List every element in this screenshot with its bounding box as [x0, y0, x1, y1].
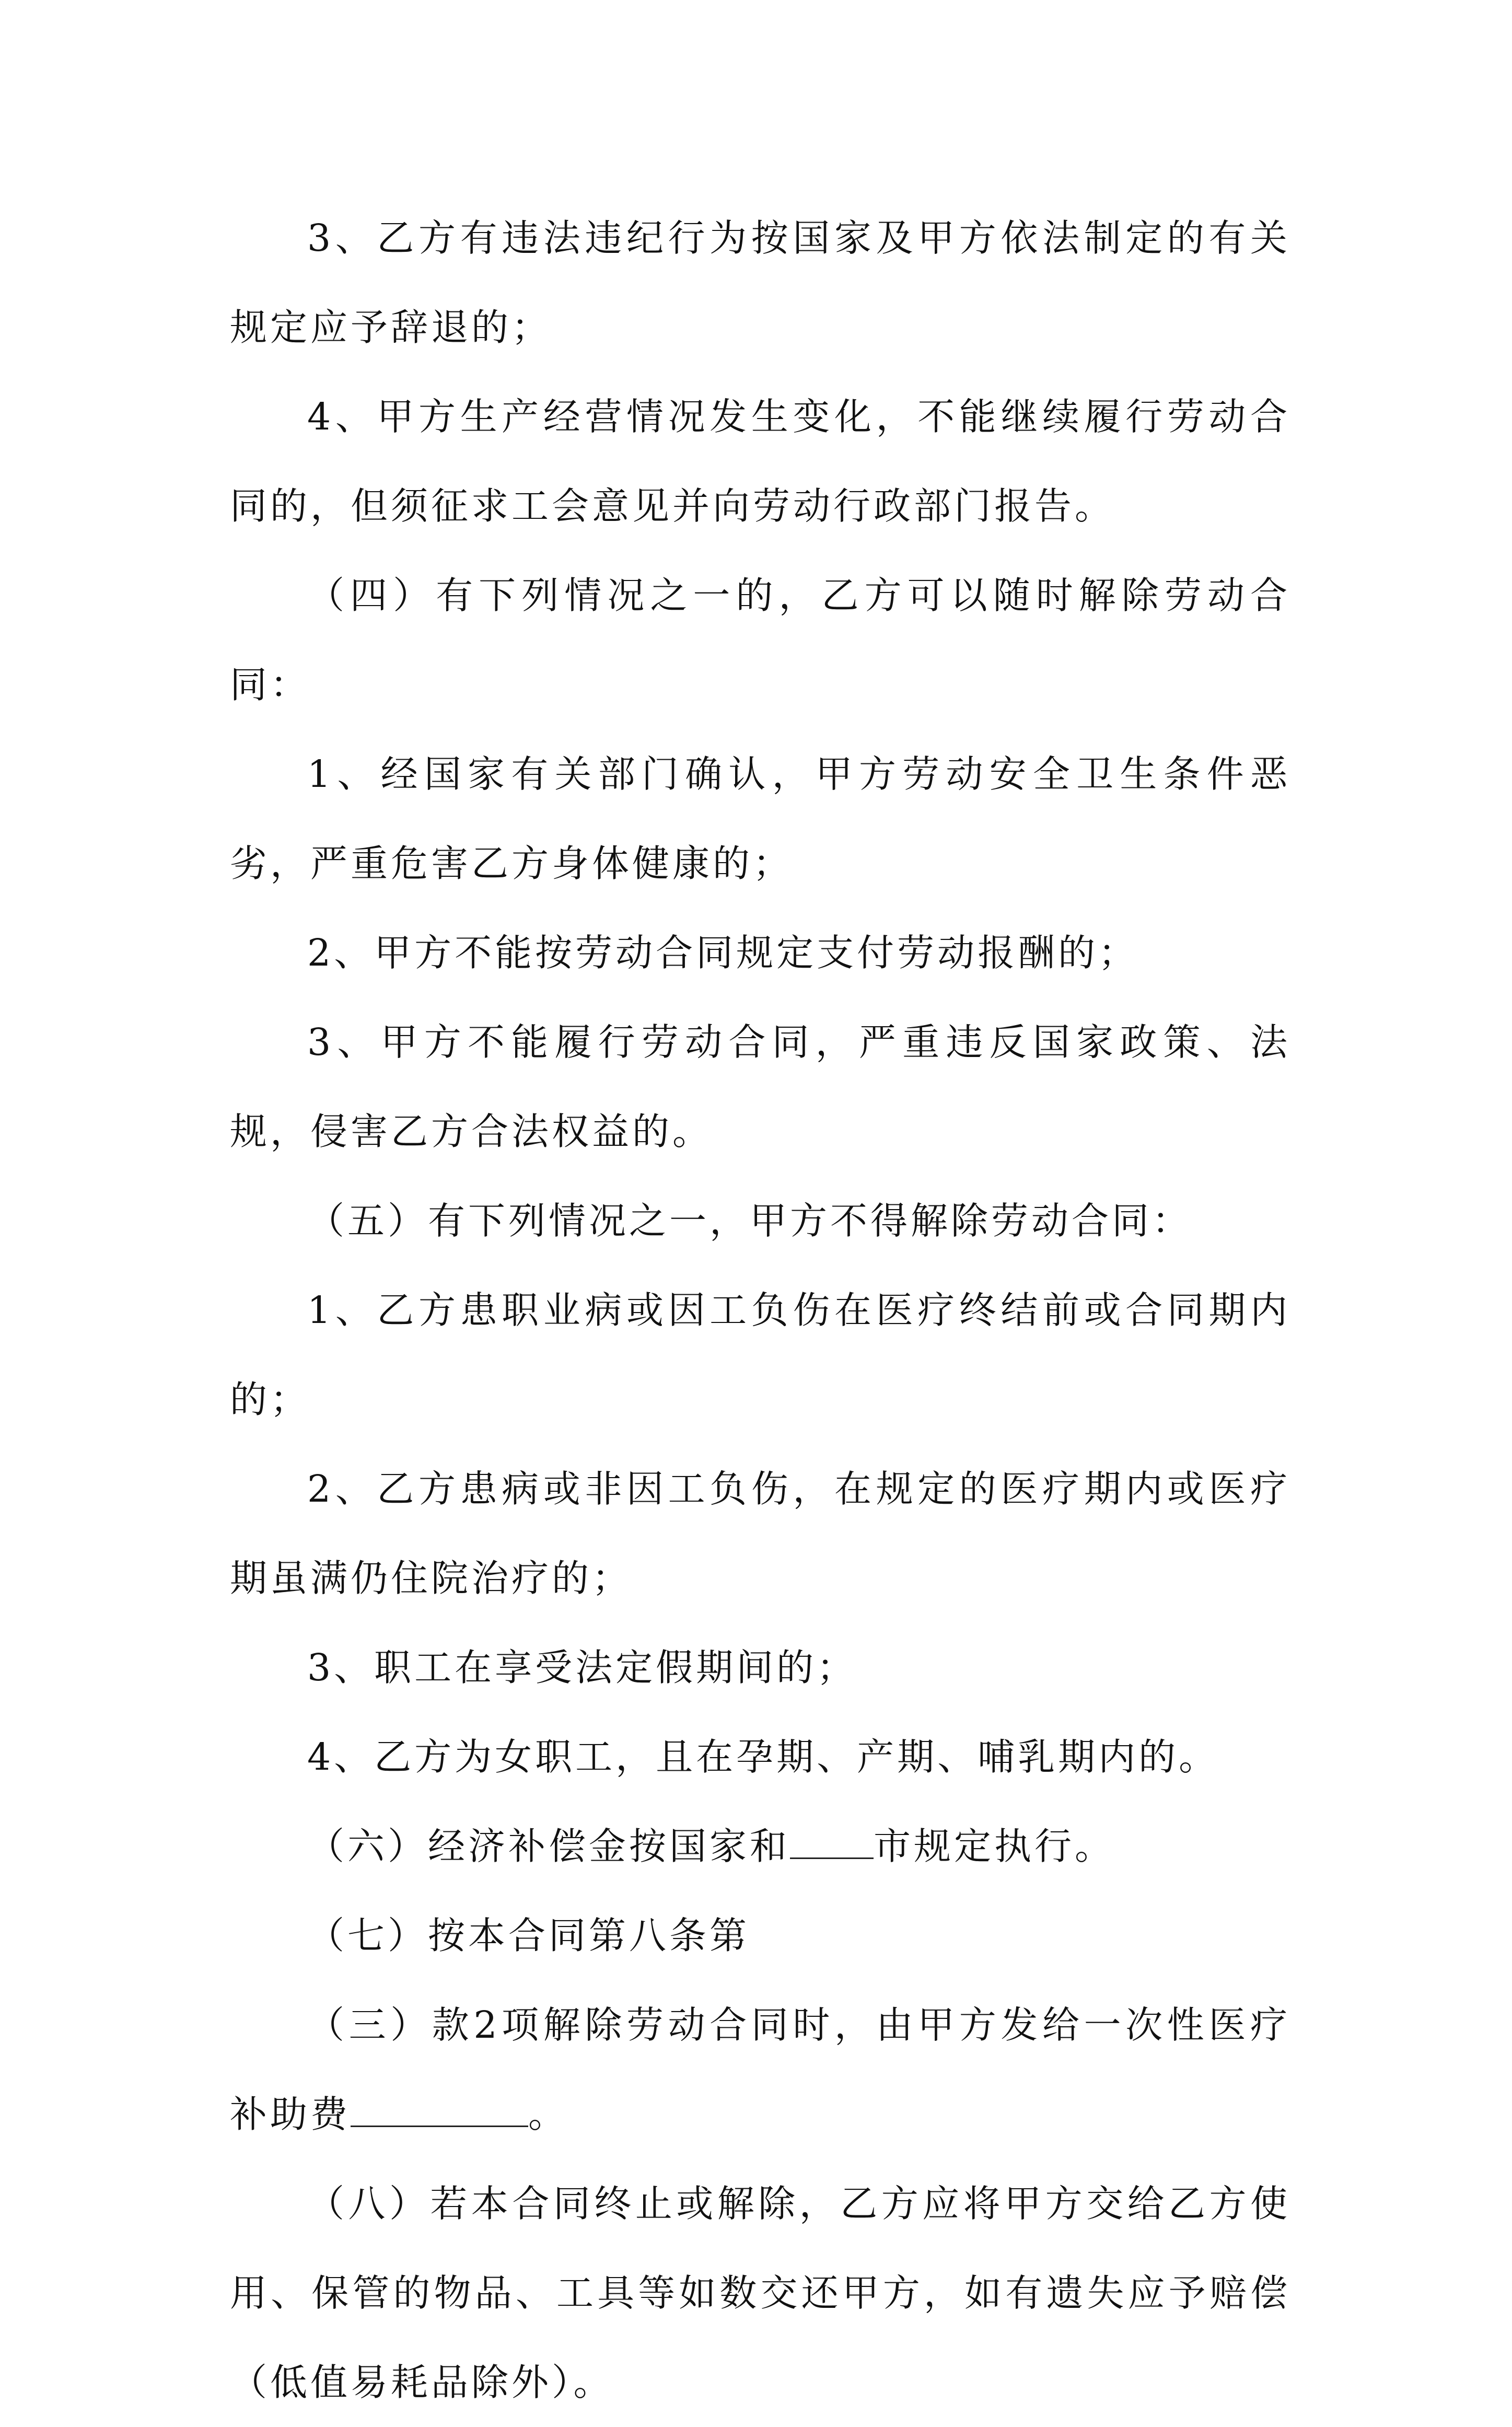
paragraph: [230, 1802, 1290, 1891]
paragraph: 2、甲方不能按劳动合同规定支付劳动报酬的；: [307, 931, 1139, 974]
paragraph: 3、职工在享受法定假期间的；: [307, 1646, 857, 1689]
section-heading: （四）有下列情况之一的，乙方可以随时解除劳动合同：: [230, 574, 1290, 706]
paragraph: 4、乙方为女职工，且在孕期、产期、哺乳期内的。: [307, 1735, 1219, 1779]
paragraph-text: 。: [528, 2093, 569, 2136]
section-heading: （五）有下列情况之一，甲方不得解除劳动合同：: [307, 1199, 1193, 1242]
paragraph: [230, 1980, 1290, 2159]
paragraph: （七）按本合同第八条第: [307, 1914, 750, 1957]
paragraph-text: 市规定执行。: [874, 1825, 1115, 1868]
paragraph: 3、甲方不能履行劳动合同，严重违反国家政策、法规，侵害乙方合法权益的。: [230, 1020, 1290, 1153]
paragraph-text: （三）款2项解除劳动合同时，由甲方发给一次性医疗补助费: [230, 2003, 1290, 2136]
document-body: [230, 193, 1290, 2427]
paragraph: 4、甲方生产经营情况发生变化，不能继续履行劳动合同的，但须征求工会意见并向劳动行政部门报告。: [230, 395, 1290, 528]
paragraph: 2、乙方患病或非因工负伤，在规定的医疗期内或医疗期虽满仍住院治疗的；: [230, 1467, 1290, 1600]
paragraph: 1、乙方患职业病或因工负伤在医疗终结前或合同期内的；: [230, 1288, 1290, 1421]
paragraph: 1、经国家有关部门确认，甲方劳动安全卫生条件恶劣，严重危害乙方身体健康的；: [230, 752, 1290, 885]
paragraph: （八）若本合同终止或解除，乙方应将甲方交给乙方使用、保管的物品、工具等如数交还甲方，如有遗失应予赔偿（低值易耗品除外）。: [230, 2182, 1290, 2404]
fill-in-blank: [351, 2094, 528, 2127]
paragraph-text: （六）经济补偿金按国家和: [307, 1825, 790, 1868]
fill-in-blank: [790, 1826, 874, 1859]
paragraph: 3、乙方有违法违纪行为按国家及甲方依法制定的有关规定应予辞退的；: [230, 216, 1290, 349]
